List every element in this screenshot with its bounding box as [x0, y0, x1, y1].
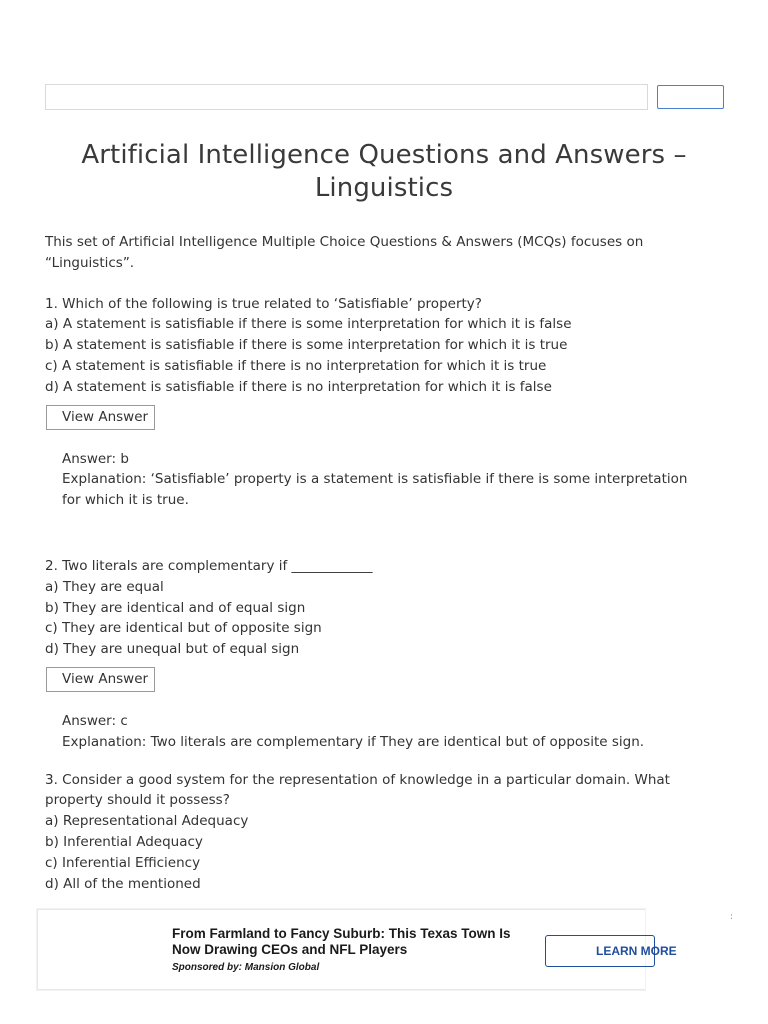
question-3 — [45, 770, 710, 895]
view-answer-button[interactable]: View Answer — [46, 405, 155, 430]
answer-block — [62, 449, 710, 511]
question-1 — [45, 294, 710, 511]
question-text: 2. Two literals are complementary if ____________ — [45, 557, 373, 574]
search-button[interactable] — [657, 85, 724, 109]
option-b: b) A statement is satisfiable if there is some interpretation for which it is true — [45, 337, 568, 354]
option-a: a) A statement is satisfiable if there is some interpretation for which it is false — [45, 316, 572, 333]
explanation-text: Explanation: ‘Satisfiable’ property is a statement is satisfiable if there is some interpretation for which it is true. — [62, 471, 688, 509]
option-b: b) They are identical and of equal sign — [45, 599, 306, 616]
option-b: b) Inferential Adequacy — [45, 833, 203, 850]
answer-block — [62, 711, 710, 753]
view-answer-button[interactable]: View Answer — [46, 667, 155, 692]
ad-headline[interactable]: From Farmland to Fancy Suburb: This Texas Town Is Now Drawing CEOs and NFL Players — [172, 926, 511, 957]
page-title: Artificial Intelligence Questions and Answers – Linguistics — [81, 140, 687, 203]
ad-sponsor: Sponsored by: Mansion Global — [172, 962, 320, 973]
intro-text: This set of Artificial Intelligence Multiple Choice Questions & Answers (MCQs) focuses on “Linguistics”. — [45, 234, 644, 271]
ad-options-icon[interactable]: : — [730, 912, 734, 922]
answer-text: Answer: c — [62, 712, 128, 729]
option-a: a) Representational Adequacy — [45, 813, 249, 830]
question-text: 1. Which of the following is true related to ‘Satisfiable’ property? — [45, 295, 482, 312]
answer-text: Answer: b — [62, 450, 129, 467]
ad-banner[interactable] — [37, 909, 677, 990]
option-d: d) They are unequal but of equal sign — [45, 641, 300, 658]
option-d: d) All of the mentioned — [45, 875, 201, 892]
question-2 — [45, 556, 710, 753]
option-c: c) A statement is satisfiable if there is no interpretation for which it is true — [45, 357, 547, 374]
option-c: c) They are identical but of opposite sign — [45, 620, 322, 637]
option-a: a) They are equal — [45, 578, 164, 595]
article-content — [45, 232, 710, 894]
option-c: c) Inferential Efficiency — [45, 854, 201, 871]
ad-learn-more-button[interactable]: LEARN MORE — [545, 935, 655, 967]
option-d: d) A statement is satisfiable if there is no interpretation for which it is false — [45, 378, 552, 395]
question-text: 3. Consider a good system for the representation of knowledge in a particular domain. What property should it possess? — [45, 771, 670, 809]
search-input[interactable] — [45, 84, 648, 110]
explanation-text: Explanation: Two literals are complementary if They are identical but of opposite sign. — [62, 733, 645, 750]
